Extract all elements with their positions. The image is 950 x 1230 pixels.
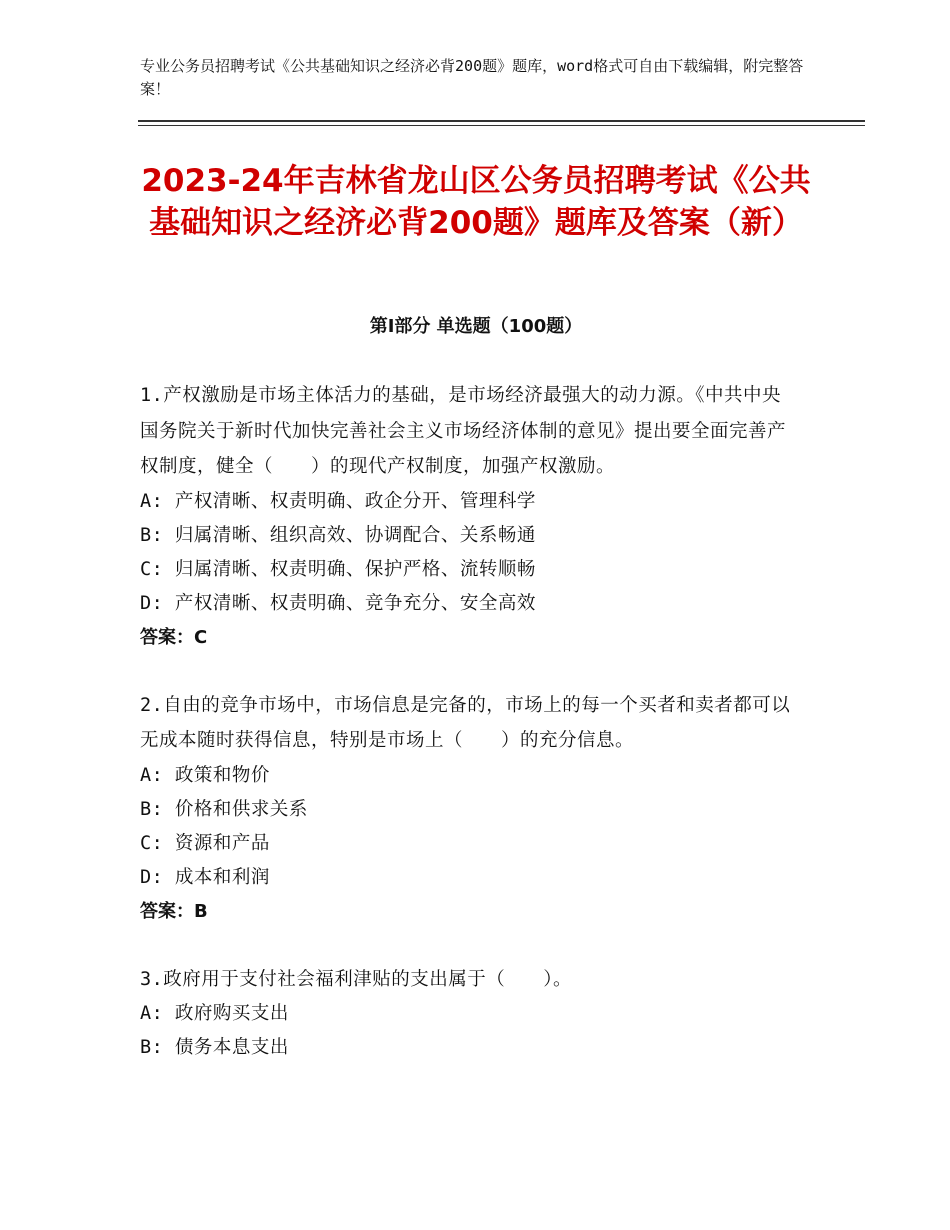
section-title: 第Ⅰ部分 单选题（100题）: [369, 316, 583, 337]
header-divider-thick: [138, 120, 865, 122]
answer-line: 答案：C: [140, 626, 208, 648]
question-text: 1.产权激励是市场主体活力的基础，是市场经济最强大的动力源。《中共中央国务院关于新时代加快完善社会主义市场经济体制的意见》提出要全面完善产权制度，健全（ ）的现代产权制度，加强产权激励。: [140, 385, 787, 477]
question-text: 3.政府用于支付社会福利津贴的支出属于（ ）。: [140, 968, 573, 990]
option-c: C: 归属清晰、权责明确、保护严格、流转顺畅: [140, 558, 536, 580]
question-list: [140, 378, 800, 1098]
option-b: B: 价格和供求关系: [140, 798, 308, 820]
option-a: A: 产权清晰、权责明确、政企分开、管理科学: [140, 490, 536, 512]
question-item: [140, 962, 800, 1066]
question-text: 2.自由的竞争市场中，市场信息是完备的，市场上的每一个买者和卖者都可以无成本随时获得信息，特别是市场上（ ）的充分信息。: [140, 694, 791, 751]
header-divider-thin: [138, 125, 865, 126]
option-b: B: 债务本息支出: [140, 1037, 289, 1058]
question-item: [140, 378, 800, 655]
option-d: D: 成本和利润: [140, 866, 270, 888]
option-c: C: 资源和产品: [140, 832, 270, 854]
option-d: D: 产权清晰、权责明确、竞争充分、安全高效: [140, 592, 536, 614]
document-title: 2023-24年吉林省龙山区公务员招聘考试《公共基础知识之经济必背200题》题库及答案（新）: [141, 163, 811, 241]
option-a: A: 政策和物价: [140, 764, 270, 786]
question-item: [140, 688, 800, 929]
option-a: A: 政府购买支出: [140, 1003, 289, 1024]
header-note: 专业公务员招聘考试《公共基础知识之经济必背200题》题库，word格式可自由下载编辑，附完整答案！: [140, 57, 804, 98]
option-b: B: 归属清晰、组织高效、协调配合、关系畅通: [140, 524, 536, 546]
answer-line: 答案：B: [140, 900, 208, 922]
